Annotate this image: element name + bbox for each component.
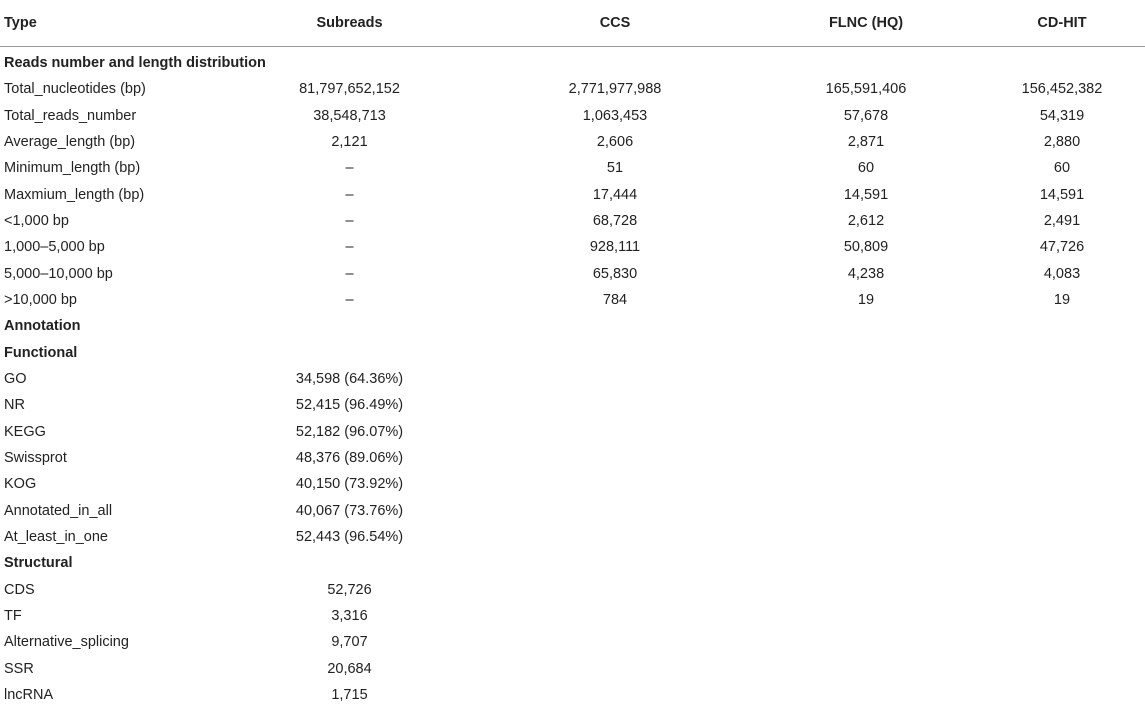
table-row (0, 656, 1145, 682)
cell-subreads: – (345, 213, 354, 230)
table-body (0, 47, 1145, 709)
table-row (0, 498, 1145, 524)
cell-subreads: 9,707 (331, 634, 368, 651)
table-row (0, 155, 1145, 181)
row-label: NR (4, 397, 25, 414)
header-flnc: FLNC (HQ) (753, 0, 979, 47)
row-label: At_least_in_one (4, 529, 108, 546)
table-row (0, 471, 1145, 497)
cell-flnc: 4,238 (847, 265, 885, 282)
cell-ccs: 928,111 (589, 239, 641, 256)
cell-ccs: 68,728 (592, 213, 638, 230)
cell-cdhit: 47,726 (1039, 239, 1085, 256)
table-row (0, 208, 1145, 234)
cell-subreads: 40,150 (73.92%) (295, 476, 404, 493)
section-title-reads: Reads number and length distribution (4, 55, 266, 72)
section-title-structural: Structural (4, 555, 73, 572)
row-label: Alternative_splicing (4, 634, 129, 651)
section-row-functional (0, 340, 1145, 366)
row-label: Maxmium_length (bp) (4, 186, 145, 203)
cell-subreads: 3,316 (331, 608, 368, 625)
cell-flnc: 57,678 (843, 107, 889, 124)
row-label: Average_length (bp) (4, 134, 136, 151)
table-row (0, 419, 1145, 445)
cell-subreads: 38,548,713 (313, 107, 386, 124)
table-row (0, 366, 1145, 392)
cell-ccs: 1,063,453 (582, 107, 648, 124)
cell-ccs: 784 (602, 292, 628, 309)
row-label: GO (4, 371, 27, 388)
cell-subreads: – (345, 265, 354, 282)
section-row-annotation (0, 313, 1145, 339)
table-row (0, 577, 1145, 603)
cell-ccs: 51 (606, 160, 624, 177)
table-row (0, 524, 1145, 550)
row-label: lncRNA (4, 687, 54, 704)
section-title-functional: Functional (4, 344, 78, 361)
cell-cdhit: 156,452,382 (1021, 81, 1103, 98)
row-label: Total_reads_number (4, 107, 137, 124)
header-subreads: Subreads (222, 0, 477, 47)
table-row (0, 261, 1145, 287)
cell-subreads: – (345, 292, 354, 309)
table-row (0, 445, 1145, 471)
header-row (0, 0, 1145, 47)
row-label: KEGG (4, 423, 46, 440)
table-header (0, 0, 1145, 47)
cell-cdhit: 2,880 (1043, 134, 1081, 151)
cell-subreads: 20,684 (327, 660, 372, 677)
header-ccs: CCS (477, 0, 753, 47)
cell-subreads: – (345, 186, 354, 203)
table-row (0, 603, 1145, 629)
cell-subreads: 40,067 (73.76%) (295, 502, 404, 519)
table-row (0, 129, 1145, 155)
row-label: KOG (4, 476, 37, 493)
section-row-structural (0, 550, 1145, 576)
cell-subreads: 1,715 (331, 687, 368, 704)
cell-ccs: 65,830 (592, 265, 638, 282)
cell-subreads: 52,182 (96.07%) (295, 423, 404, 440)
section-title-annotation: Annotation (4, 318, 81, 335)
cell-cdhit: 54,319 (1039, 107, 1085, 124)
cell-cdhit: 19 (1053, 292, 1071, 309)
cell-flnc: 165,591,406 (825, 81, 907, 98)
row-label: >10,000 bp (4, 292, 77, 309)
cell-subreads: 52,443 (96.54%) (295, 529, 404, 546)
cell-cdhit: 2,491 (1043, 213, 1081, 230)
row-label: 5,000–10,000 bp (4, 265, 113, 282)
cell-flnc: 19 (857, 292, 875, 309)
row-label: TF (4, 608, 22, 625)
table-row (0, 629, 1145, 655)
section-row-reads (0, 47, 1145, 77)
table-row (0, 287, 1145, 313)
cell-subreads: 2,121 (331, 134, 368, 151)
cell-cdhit: 14,591 (1039, 186, 1085, 203)
cell-subreads: 81,797,652,152 (299, 81, 400, 98)
table-row (0, 392, 1145, 418)
table-row (0, 76, 1145, 102)
cell-ccs: 2,606 (596, 134, 634, 151)
row-label: CDS (4, 581, 35, 598)
cell-subreads: 52,726 (327, 581, 372, 598)
table-row (0, 234, 1145, 260)
cell-subreads: 34,598 (64.36%) (295, 371, 404, 388)
row-label: 1,000–5,000 bp (4, 239, 105, 256)
cell-flnc: 60 (857, 160, 875, 177)
table-row (0, 682, 1145, 708)
row-label: Total_nucleotides (bp) (4, 81, 146, 98)
table-row (0, 182, 1145, 208)
row-label: Minimum_length (bp) (4, 160, 141, 177)
cell-subreads: 48,376 (89.06%) (295, 450, 404, 467)
cell-flnc: 50,809 (843, 239, 889, 256)
table-row (0, 103, 1145, 129)
cell-ccs: 2,771,977,988 (568, 81, 662, 98)
row-label: <1,000 bp (4, 213, 69, 230)
cell-subreads: – (345, 160, 354, 177)
cell-flnc: 2,612 (847, 213, 885, 230)
row-label: SSR (4, 660, 34, 677)
cell-ccs: 17,444 (592, 186, 638, 203)
row-label: Annotated_in_all (4, 502, 113, 519)
cell-cdhit: 60 (1053, 160, 1071, 177)
cell-flnc: 2,871 (847, 134, 885, 151)
row-label: Swissprot (4, 450, 67, 467)
header-cdhit: CD-HIT (979, 0, 1145, 47)
cell-subreads: 52,415 (96.49%) (295, 397, 404, 414)
header-type: Type (0, 0, 222, 47)
cell-cdhit: 4,083 (1043, 265, 1081, 282)
cell-flnc: 14,591 (843, 186, 889, 203)
cell-subreads: – (345, 239, 354, 256)
